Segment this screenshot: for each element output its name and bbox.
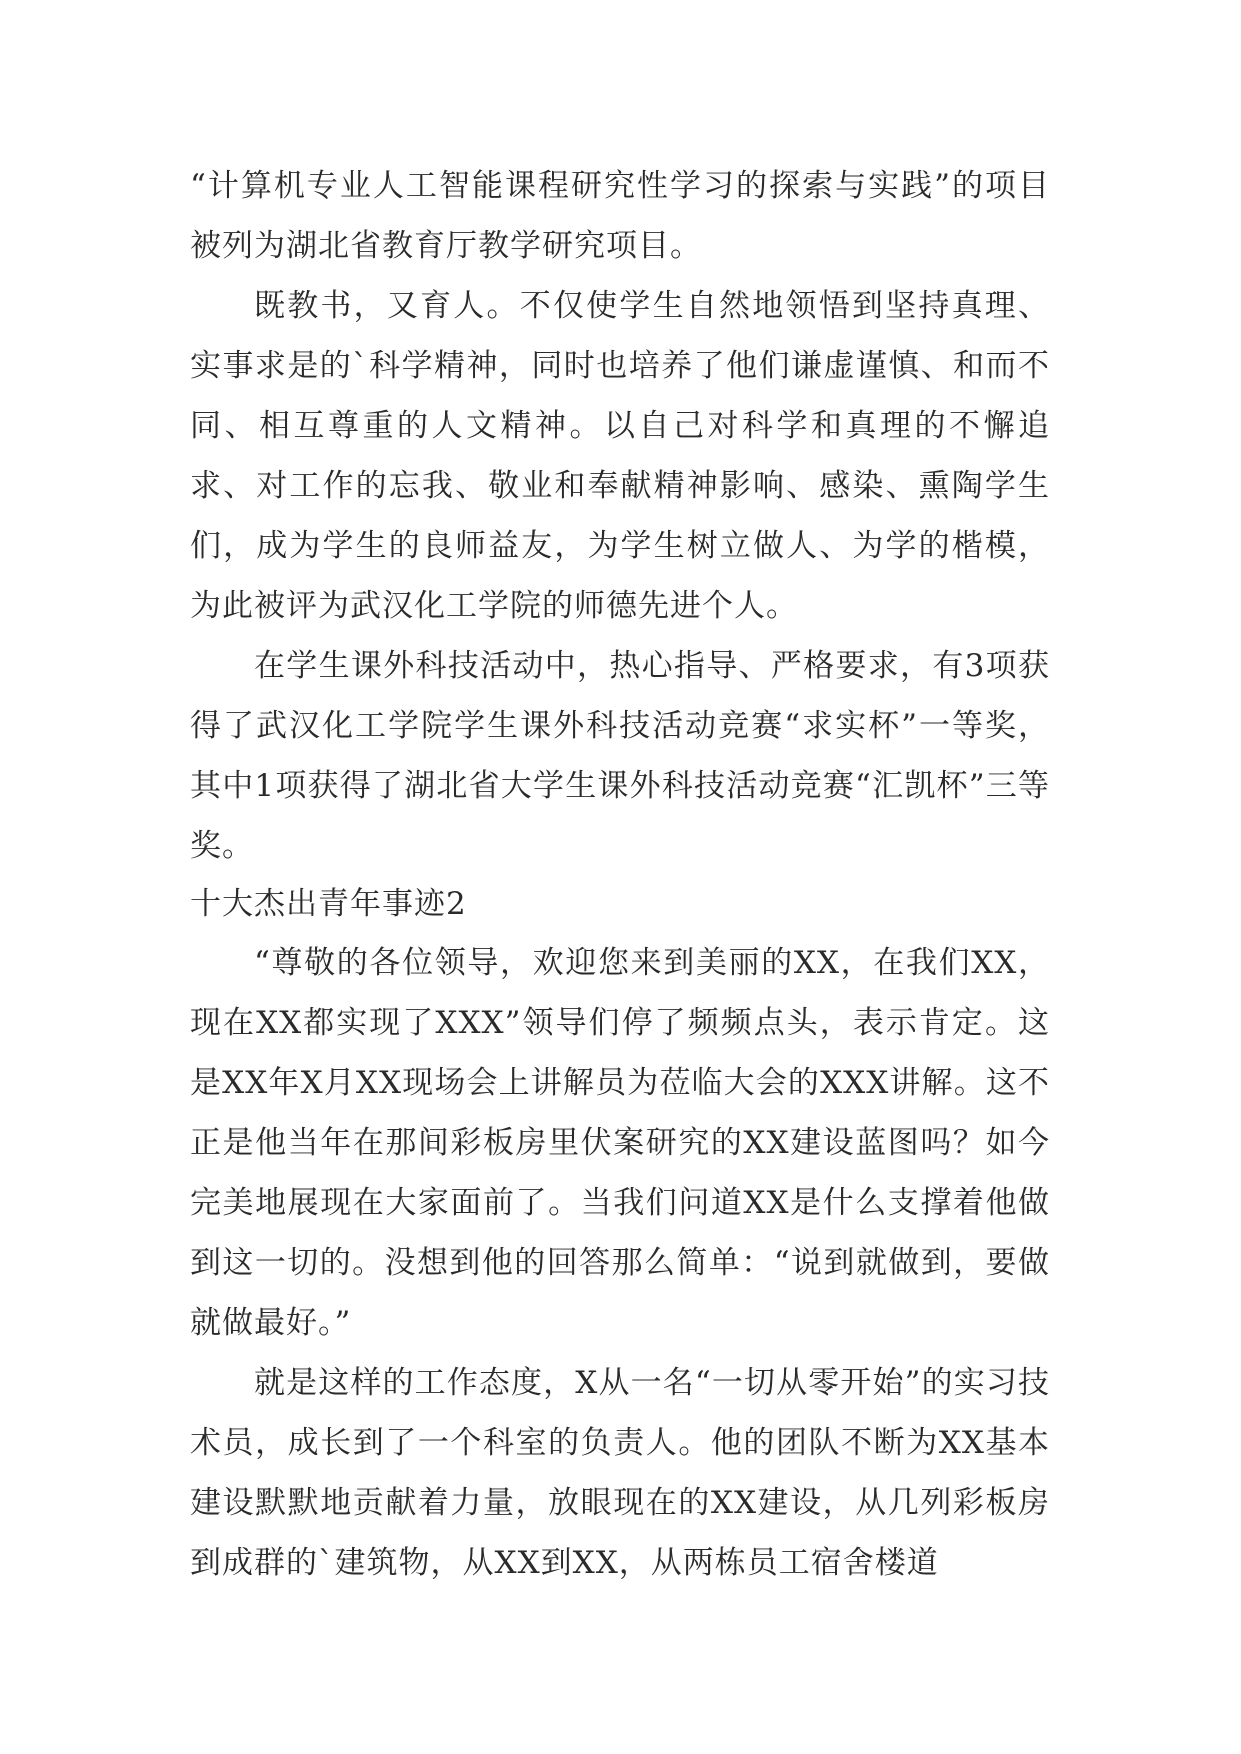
paragraph-project-listing: “计算机专业人工智能课程研究性学习的探索与实践”的项目被列为湖北省教育厅教学研究项目。 — [190, 168, 1050, 264]
section-heading: 十大杰出青年事迹2 — [190, 886, 467, 922]
paragraph-site-meeting: “尊敬的各位领导，欢迎您来到美丽的XX，在我们XX，现在XX都实现了XXX”领导们停了频频点头，表示肯定。这是XX年X月XX现场会上讲解员为莅临大会的XXX讲解。这不正是他当年在那间彩板房里伏案研究的XX建设蓝图吗？如今完美地展现在大家面前了。当我们问道XX是什么支撑着他做到这一切的。没想到他的回答那么简单：“说到就做到，要做就做最好。” — [190, 945, 1050, 1341]
paragraph-work-attitude: 就是这样的工作态度，X从一名“一切从零开始”的实习技术员，成长到了一个科室的负责人。他的团队不断为XX基本建设默默地贡献着力量，放眼现在的XX建设，从几列彩板房到成群的`建筑物，从XX到XX，从两栋员工宿舍楼道 — [190, 1365, 1050, 1581]
document-body — [190, 156, 1050, 1593]
paragraph-teaching-and-educating: 既教书，又育人。不仅使学生自然地领悟到坚持真理、实事求是的`科学精神，同时也培养了他们谦虚谨慎、和而不同、相互尊重的人文精神。以自己对科学和真理的不懈追求、对工作的忘我、敬业和奉献精神影响、感染、熏陶学生们，成为学生的良师益友，为学生树立做人、为学的楷模，为此被评为武汉化工学院的师德先进个人。 — [190, 288, 1050, 624]
paragraph-student-competitions: 在学生课外科技活动中，热心指导、严格要求，有3项获得了武汉化工学院学生课外科技活动竞赛“求实杯”一等奖，其中1项获得了湖北省大学生课外科技活动竞赛“汇凯杯”三等奖。 — [190, 648, 1050, 864]
